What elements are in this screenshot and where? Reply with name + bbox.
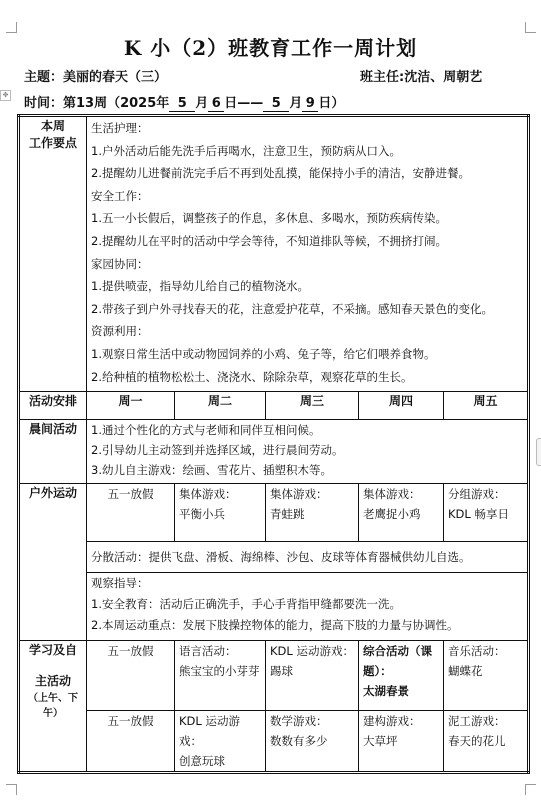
- learning-cell: 数学游戏： 数数有多少: [266, 711, 359, 773]
- learning-cell: 音乐活动： 蝴蝶花: [444, 641, 529, 711]
- text-line: 2.引导幼儿主动签到并选择区域，进行晨间劳动。: [91, 443, 344, 457]
- text-line: 1.户外活动后能先洗手后再喝水，注意卫生，预防病从口入。: [91, 143, 401, 158]
- side-scroll-tab[interactable]: [536, 438, 541, 466]
- outdoor-game-cell: 集体游戏： 青蛙跳: [266, 484, 359, 542]
- text-line: 2.带孩子到户外寻找春天的花，注意爱护花草，不采摘。感知春天景色的变化。: [91, 301, 493, 316]
- learning-label: 学习及自 主活动 （上午、下午）: [19, 641, 87, 773]
- text-line: 资源利用：: [91, 324, 149, 339]
- day-header: 周五: [444, 392, 529, 420]
- outdoor-label: 户外运动: [19, 484, 87, 641]
- learning-cell: 五一放假: [87, 711, 175, 773]
- outdoor-game-cell: 五一放假: [87, 484, 175, 542]
- outdoor-observe: [87, 573, 529, 641]
- page-title: K 小（2）班教育工作一周计划: [123, 36, 418, 60]
- learning-cell: 泥工游戏： 春天的花儿: [444, 711, 529, 773]
- page-corner-mark: [525, 784, 536, 795]
- learning-cell: 五一放假: [87, 641, 175, 711]
- text-line: 1.通过个性化的方式与老师和同伴互相问候。: [91, 423, 321, 437]
- text-line: 安全工作：: [91, 188, 149, 203]
- outdoor-scattered: 分散活动：提供飞盘、滑板、海绵棒、沙包、皮球等体育器械供幼儿自选。: [87, 542, 529, 573]
- schedule-label: 活动安排: [19, 392, 87, 420]
- learning-cell: 语言活动： 熊宝宝的小芽芽: [175, 641, 266, 711]
- theme-label: 主题：美丽的春天（三）: [24, 70, 168, 85]
- day-header: 周一: [87, 392, 175, 420]
- text-line: 生活护理：: [91, 121, 149, 135]
- learning-cell: KDL 运动游戏： 创意玩球: [175, 711, 266, 773]
- text-line: 家园协同：: [91, 256, 149, 271]
- table-move-handle-icon[interactable]: ✥: [0, 90, 11, 101]
- outdoor-game-cell: 集体游戏： 老鹰捉小鸡: [359, 484, 444, 542]
- day-header: 周四: [359, 392, 444, 420]
- weekly-plan-table: [17, 114, 530, 774]
- day-header: 周二: [175, 392, 266, 420]
- day-header: 周三: [266, 392, 359, 420]
- learning-cell: 建构游戏： 大草坪: [359, 711, 444, 773]
- text-line: 1.提供喷壶，指导幼儿给自己的植物浇水。: [91, 279, 309, 294]
- learning-cell: 综合活动（课题）： 太湖春景: [359, 641, 444, 711]
- text-line: 2.给种植的植物松松土、浇浇水、除除杂草，观察花草的生长。: [91, 369, 413, 384]
- time-label: 时间：第13周（2025年 5 月 6 日—— 5 月 9 日）: [24, 96, 345, 111]
- text-line: 1.五一小长假后，调整孩子的作息，多休息、多喝水，预防疾病传染。: [91, 211, 447, 226]
- outdoor-game-cell: 分组游戏： KDL 畅享日: [444, 484, 529, 542]
- text-line: 1.观察日常生活中或动物园饲养的小鸡、兔子等，给它们喂养食物。: [91, 346, 436, 361]
- teachers-label: 班主任:沈洁、周朝艺: [360, 70, 483, 85]
- key-points-label: 本周 工作要点: [19, 116, 87, 392]
- learning-cell: KDL 运动游戏： 踢球: [266, 641, 359, 711]
- outdoor-game-cell: 集体游戏： 平衡小兵: [175, 484, 266, 542]
- text-line: 1.安全教育：活动后正确洗手，手心手背指甲缝都要洗一洗。: [91, 597, 401, 611]
- text-line: 2.提醒幼儿在平时的活动中学会等待，不知道排队等候，不拥挤打闹。: [91, 233, 447, 248]
- page-corner-mark: [6, 784, 17, 795]
- text-line: 观察指导：: [91, 576, 149, 590]
- text-line: 2.本周运动重点：发展下肢操控物体的能力，提高下肢的力量与协调性。: [91, 618, 459, 632]
- text-line: 2.提醒幼儿进餐前洗完手后不再到处乱摸，能保持小手的清洁，安静进餐。: [91, 166, 470, 181]
- text-line: 3.幼儿自主游戏：绘画、雪花片、插塑积木等。: [91, 463, 332, 477]
- key-points-content: [87, 116, 529, 392]
- morning-content: [87, 420, 529, 484]
- morning-label: 晨间活动: [19, 420, 87, 484]
